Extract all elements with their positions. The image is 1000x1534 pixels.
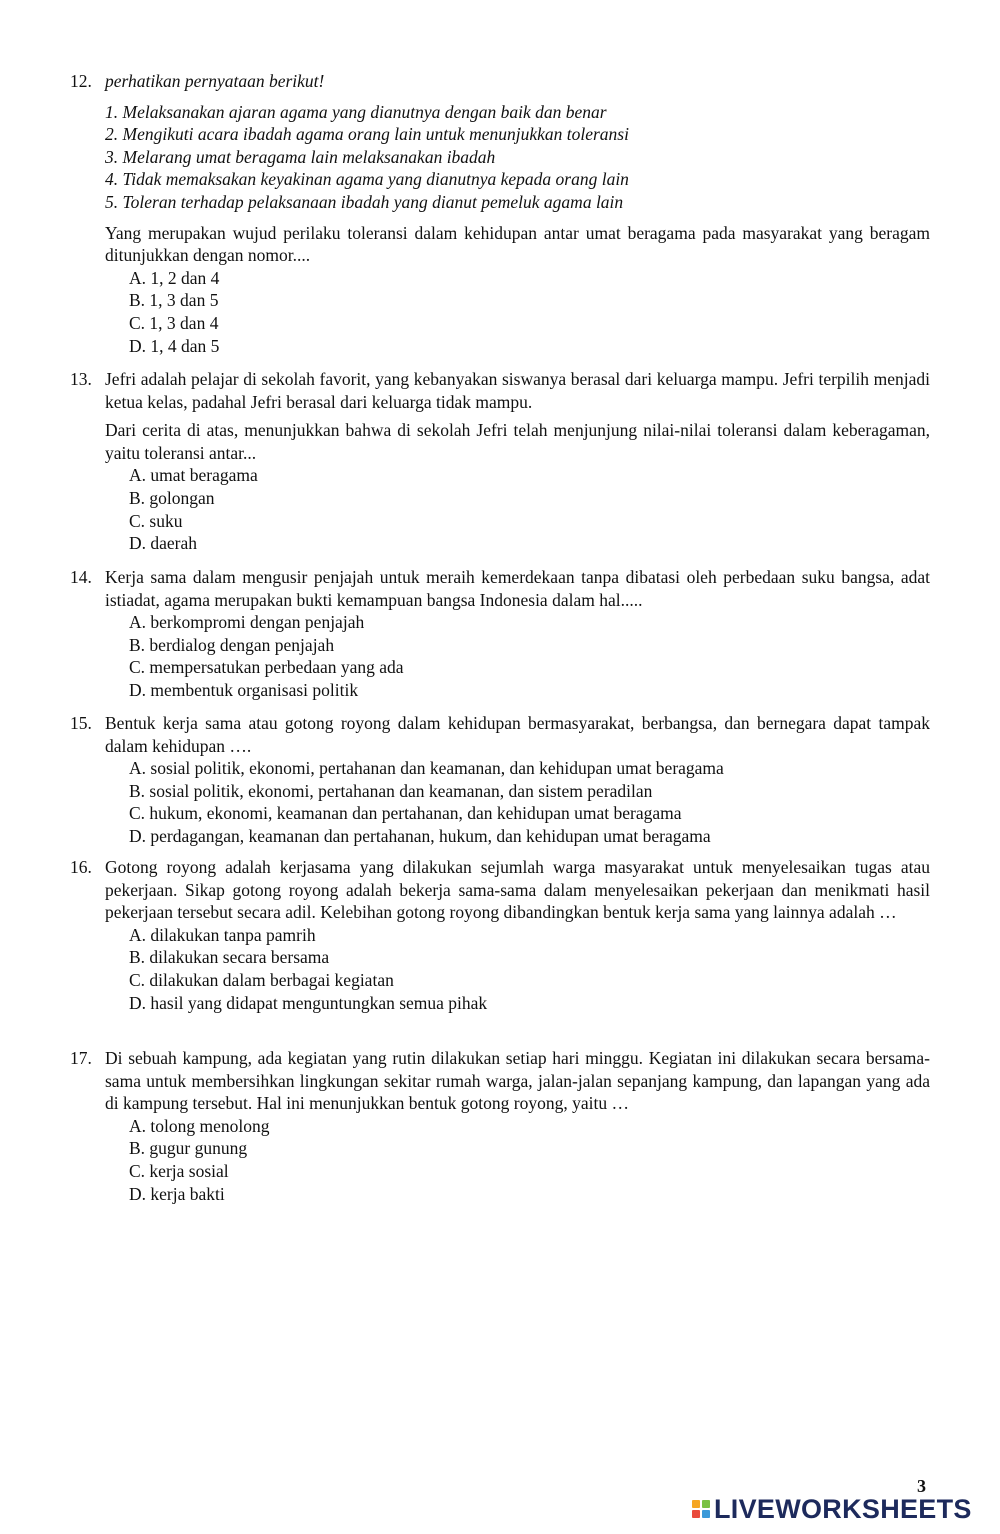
answer-option[interactable]: C. suku bbox=[129, 510, 183, 531]
question-16 bbox=[70, 856, 930, 1014]
question-number: 17. bbox=[70, 1048, 92, 1068]
question-text: Bentuk kerja sama atau gotong royong dalam kehidupan bermasyarakat, berbangsa, dan bernegara dapat tampak dalam kehidupan …. bbox=[105, 713, 930, 756]
answer-option[interactable]: C. dilakukan dalam berbagai kegiatan bbox=[129, 969, 394, 990]
answer-options bbox=[129, 611, 930, 701]
question-text: Dari cerita di atas, menunjukkan bahwa di sekolah Jefri telah menjunjung nilai-nilai toleransi dalam keberagaman, yaitu toleransi antar... bbox=[105, 420, 930, 463]
answer-option[interactable]: C. 1, 3 dan 4 bbox=[129, 312, 219, 333]
logo-mark-icon bbox=[692, 1500, 710, 1518]
question-12 bbox=[70, 70, 930, 357]
answer-options bbox=[129, 757, 930, 847]
logo-square bbox=[692, 1500, 700, 1508]
statement-item: 4. Tidak memaksakan keyakinan agama yang dianutnya kepada orang lain bbox=[105, 169, 629, 190]
answer-option[interactable]: A. dilakukan tanpa pamrih bbox=[129, 924, 316, 945]
statement-item: 5. Toleran terhadap pelaksanaan ibadah yang dianut pemeluk agama lain bbox=[105, 191, 624, 212]
question-number: 16. bbox=[70, 857, 92, 877]
question-text: Kerja sama dalam mengusir penjajah untuk meraih kemerdekaan tanpa dibatasi oleh perbedaan suku bangsa, adat istiadat, agama merupakan bukti kemampuan bangsa Indonesia dalam hal..... bbox=[105, 567, 930, 610]
answer-option[interactable]: A. 1, 2 dan 4 bbox=[129, 267, 220, 288]
question-13 bbox=[70, 368, 930, 555]
answer-option[interactable]: A. berkompromi dengan penjajah bbox=[129, 612, 365, 633]
question-text: Yang merupakan wujud perilaku toleransi dalam kehidupan antar umat beragama pada masyarakat yang beragam ditunjukkan dengan nomor.... bbox=[105, 222, 930, 266]
answer-option[interactable]: D. membentuk organisasi politik bbox=[129, 679, 359, 700]
answer-option[interactable]: C. hukum, ekonomi, keamanan dan pertahanan, dan kehidupan umat beragama bbox=[129, 803, 682, 824]
question-number: 15. bbox=[70, 713, 92, 733]
answer-option[interactable]: D. kerja bakti bbox=[129, 1183, 225, 1204]
answer-option[interactable]: B. sosial politik, ekonomi, pertahanan dan keamanan, dan sistem peradilan bbox=[129, 780, 653, 801]
question-text: Gotong royong adalah kerjasama yang dilakukan sejumlah warga masyarakat untuk menyelesaikan tugas atau pekerjaan. Sikap gotong royong adalah bekerja sama-sama dalam menyelesaikan pekerjaan dan menikmati hasil pekerjaan tersebut secara adil. Kelebihan gotong royong dibandingkan bentuk kerja sama yang lainnya adalah … bbox=[105, 857, 930, 923]
answer-options bbox=[129, 267, 930, 357]
answer-option[interactable]: B. berdialog dengan penjajah bbox=[129, 634, 335, 655]
answer-option[interactable]: D. perdagangan, keamanan dan pertahanan, hukum, dan kehidupan umat beragama bbox=[129, 825, 711, 846]
question-text: Jefri adalah pelajar di sekolah favorit, yang kebanyakan siswanya berasal dari keluarga mampu. Jefri terpilih menjadi ketua kelas, padahal Jefri berasal dari keluarga tidak mampu. bbox=[105, 369, 930, 412]
question-15 bbox=[70, 712, 930, 848]
answer-option[interactable]: B. dilakukan secara bersama bbox=[129, 947, 330, 968]
question-17 bbox=[70, 1047, 930, 1205]
logo-square bbox=[702, 1500, 710, 1508]
statement-list bbox=[105, 101, 930, 214]
statement-item: 2. Mengikuti acara ibadah agama orang lain untuk menunjukkan toleransi bbox=[105, 124, 629, 145]
answer-option[interactable]: A. umat beragama bbox=[129, 465, 258, 486]
logo-square bbox=[702, 1510, 710, 1518]
answer-options bbox=[129, 1115, 930, 1205]
answer-option[interactable]: C. mempersatukan perbedaan yang ada bbox=[129, 657, 404, 678]
answer-option[interactable]: B. gugur gunung bbox=[129, 1138, 248, 1159]
answer-options bbox=[129, 464, 930, 554]
answer-options bbox=[129, 924, 930, 1014]
answer-option[interactable]: D. daerah bbox=[129, 533, 198, 554]
question-number: 14. bbox=[70, 567, 92, 587]
brand-name: LIVEWORKSHEETS bbox=[714, 1494, 972, 1524]
logo-square bbox=[692, 1510, 700, 1518]
statement-item: 3. Melarang umat beragama lain melaksanakan ibadah bbox=[105, 146, 496, 167]
statement-item: 1. Melaksanakan ajaran agama yang dianutnya dengan baik dan benar bbox=[105, 101, 607, 122]
question-text: Di sebuah kampung, ada kegiatan yang rutin dilakukan setiap hari minggu. Kegiatan ini dilakukan secara bersama-sama untuk membersihkan lingkungan sekitar rumah warga, jalan-jalan sepanjang kampung, dan lapangan yang ada di kampung tersebut. Hal ini menunjukkan bentuk gotong royong, yaitu … bbox=[105, 1048, 930, 1114]
question-number: 13. bbox=[70, 369, 92, 389]
answer-option[interactable]: D. 1, 4 dan 5 bbox=[129, 335, 220, 356]
answer-option[interactable]: A. tolong menolong bbox=[129, 1115, 270, 1136]
question-14 bbox=[70, 566, 930, 702]
answer-option[interactable]: C. kerja sosial bbox=[129, 1160, 229, 1181]
page-number: 3 bbox=[917, 1476, 926, 1496]
answer-option[interactable]: A. sosial politik, ekonomi, pertahanan dan keamanan, dan kehidupan umat beragama bbox=[129, 758, 724, 779]
answer-option[interactable]: B. golongan bbox=[129, 487, 215, 508]
answer-option[interactable]: D. hasil yang didapat menguntungkan semua pihak bbox=[129, 992, 488, 1013]
liveworksheets-logo bbox=[692, 1494, 972, 1524]
question-intro: perhatikan pernyataan berikut! bbox=[105, 71, 325, 91]
question-number: 12. bbox=[70, 71, 92, 91]
answer-option[interactable]: B. 1, 3 dan 5 bbox=[129, 290, 219, 311]
